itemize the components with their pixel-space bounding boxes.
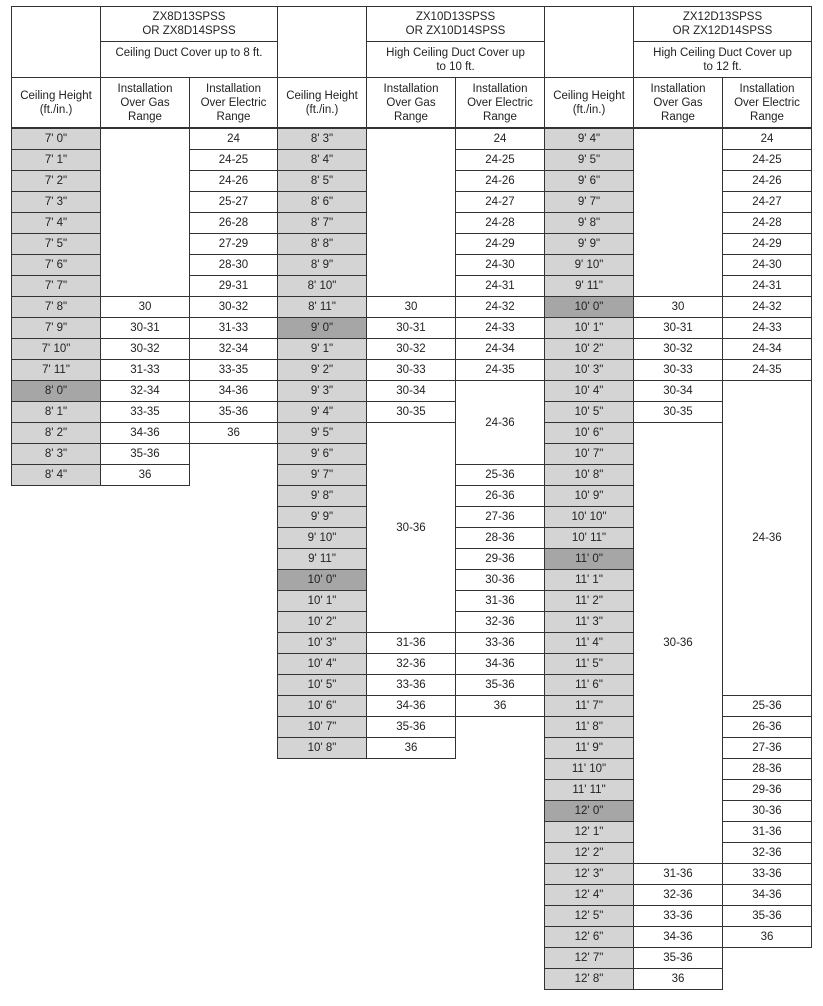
electric-value-cell: 24-31 [455,275,545,297]
gas-value-cell: 30 [366,296,456,318]
ceiling-height-cell: 9' 9" [277,506,367,528]
ceiling-height-cell: 9' 11" [277,548,367,570]
ceiling-height-cell: 11' 2" [544,590,634,612]
ceiling-height-cell: 10' 1" [277,590,367,612]
ceiling-height-cell: 12' 3" [544,863,634,885]
electric-value-cell: 31-36 [455,590,545,612]
ceiling-height-cell: 9' 7" [277,464,367,486]
ceiling-height-cell: 8' 3" [277,128,367,150]
gas-value-cell: 30-33 [366,359,456,381]
gas-value-cell: 36 [633,968,723,990]
gas-value-cell: 32-36 [633,884,723,906]
ceiling-height-cell: 10' 4" [544,380,634,402]
ceiling-height-cell: 12' 6" [544,926,634,948]
gas-blank-cell [100,128,190,297]
ceiling-height-cell: 8' 10" [277,275,367,297]
gas-header-12ft: Installation Over Gas Range [633,77,723,128]
ceiling-height-cell: 10' 2" [277,611,367,633]
electric-value-cell: 24-35 [455,359,545,381]
ceiling-height-cell: 7' 4" [11,212,101,234]
gas-value-cell: 30-32 [100,338,190,360]
electric-value-cell: 25-36 [722,695,812,717]
electric-value-cell: 36 [722,926,812,948]
ceiling-height-cell: 9' 9" [544,233,634,255]
gas-value-cell: 34-36 [633,926,723,948]
header-blank-12ft [544,6,634,78]
electric-value-cell: 24-35 [722,359,812,381]
electric-value-cell: 35-36 [722,905,812,927]
electric-value-cell: 24-26 [189,170,278,192]
electric-value-cell: 24-26 [455,170,545,192]
gas-value-cell: 33-36 [633,905,723,927]
electric-value-cell: 24-25 [189,149,278,171]
electric-value-cell: 24-26 [722,170,812,192]
gas-value-cell: 30-35 [633,401,723,423]
electric-value-cell: 24-36 [722,380,812,696]
electric-value-cell: 25-27 [189,191,278,213]
gas-value-cell: 30-36 [633,422,723,864]
electric-value-cell: 24 [455,128,545,150]
ceiling-height-cell: 11' 3" [544,611,634,633]
gas-value-cell: 30-32 [366,338,456,360]
gas-value-cell: 36 [100,464,190,486]
gas-value-cell: 33-35 [100,401,190,423]
electric-value-cell: 24-27 [455,191,545,213]
ceiling-height-header-10ft: Ceiling Height (ft./in.) [277,77,367,128]
electric-value-cell: 24-32 [455,296,545,318]
electric-value-cell: 35-36 [455,674,545,696]
ceiling-height-cell: 8' 5" [277,170,367,192]
ceiling-height-cell: 9' 8" [277,485,367,507]
ceiling-height-cell: 11' 1" [544,569,634,591]
electric-value-cell: 24-29 [455,233,545,255]
ceiling-height-cell: 7' 10" [11,338,101,360]
gas-value-cell: 31-36 [633,863,723,885]
ceiling-height-cell: 8' 0" [11,380,101,402]
ceiling-height-cell: 12' 8" [544,968,634,990]
ceiling-height-cell: 8' 6" [277,191,367,213]
ceiling-height-cell: 8' 3" [11,443,101,465]
ceiling-height-cell: 10' 6" [277,695,367,717]
ceiling-height-cell: 7' 7" [11,275,101,297]
electric-value-cell: 31-33 [189,317,278,339]
electric-value-cell: 28-30 [189,254,278,276]
ceiling-height-cell: 11' 8" [544,716,634,738]
electric-value-cell: 33-36 [455,632,545,654]
ceiling-height-cell: 12' 4" [544,884,634,906]
electric-value-cell: 28-36 [722,758,812,780]
ceiling-height-cell: 8' 9" [277,254,367,276]
gas-value-cell: 31-33 [100,359,190,381]
ceiling-height-cell: 12' 5" [544,905,634,927]
ceiling-height-cell: 11' 4" [544,632,634,654]
electric-value-cell: 26-36 [455,485,545,507]
gas-value-cell: 34-36 [100,422,190,444]
ceiling-height-cell: 10' 10" [544,506,634,528]
ceiling-height-header-8ft: Ceiling Height (ft./in.) [11,77,101,128]
ceiling-height-cell: 9' 6" [277,443,367,465]
gas-header-10ft: Installation Over Gas Range [366,77,456,128]
electric-value-cell: 34-36 [455,653,545,675]
ceiling-height-cell: 9' 4" [277,401,367,423]
electric-value-cell: 32-36 [455,611,545,633]
gas-value-cell: 32-36 [366,653,456,675]
electric-value-cell: 27-36 [455,506,545,528]
ceiling-height-cell: 8' 8" [277,233,367,255]
electric-header-12ft: Installation Over Electric Range [722,77,812,128]
electric-value-cell: 24-33 [455,317,545,339]
electric-value-cell: 30-32 [189,296,278,318]
ceiling-height-cell: 9' 7" [544,191,634,213]
model-header-8ft: ZX8D13SPSS OR ZX8D14SPSS [100,6,278,42]
electric-value-cell: 24-36 [455,380,545,465]
ceiling-height-cell: 9' 4" [544,128,634,150]
electric-value-cell: 24-34 [722,338,812,360]
ceiling-height-cell: 8' 1" [11,401,101,423]
gas-value-cell: 30-31 [633,317,723,339]
ceiling-height-cell: 8' 11" [277,296,367,318]
ceiling-height-cell: 12' 0" [544,800,634,822]
ceiling-height-cell: 9' 1" [277,338,367,360]
electric-value-cell: 24-34 [455,338,545,360]
ceiling-height-cell: 10' 1" [544,317,634,339]
electric-value-cell: 24-30 [455,254,545,276]
ceiling-height-cell: 8' 4" [277,149,367,171]
ceiling-height-cell: 12' 1" [544,821,634,843]
ceiling-height-cell: 9' 6" [544,170,634,192]
ceiling-height-cell: 10' 11" [544,527,634,549]
electric-value-cell: 29-31 [189,275,278,297]
ceiling-height-cell: 11' 10" [544,758,634,780]
electric-value-cell: 25-36 [455,464,545,486]
electric-value-cell: 24-27 [722,191,812,213]
gas-value-cell: 30-35 [366,401,456,423]
gas-value-cell: 31-36 [366,632,456,654]
gas-header-8ft: Installation Over Gas Range [100,77,190,128]
electric-value-cell: 36 [455,695,545,717]
gas-value-cell: 30-36 [366,422,456,633]
gas-value-cell: 35-36 [366,716,456,738]
gas-value-cell: 33-36 [366,674,456,696]
ceiling-height-cell: 11' 11" [544,779,634,801]
ceiling-height-cell: 11' 0" [544,548,634,570]
cover-header-10ft: High Ceiling Duct Cover up to 10 ft. [366,41,545,78]
ceiling-height-cell: 9' 5" [277,422,367,444]
electric-value-cell: 36 [189,422,278,444]
ceiling-height-cell: 11' 5" [544,653,634,675]
electric-value-cell: 24-31 [722,275,812,297]
gas-value-cell: 35-36 [633,947,723,969]
electric-value-cell: 29-36 [455,548,545,570]
ceiling-height-cell: 7' 6" [11,254,101,276]
gas-value-cell: 30 [633,296,723,318]
ceiling-height-cell: 7' 8" [11,296,101,318]
ceiling-height-cell: 10' 5" [544,401,634,423]
ceiling-height-cell: 7' 5" [11,233,101,255]
ceiling-height-cell: 11' 7" [544,695,634,717]
ceiling-height-cell: 12' 7" [544,947,634,969]
gas-value-cell: 34-36 [366,695,456,717]
electric-value-cell: 24-28 [455,212,545,234]
ceiling-height-cell: 8' 4" [11,464,101,486]
ceiling-height-cell: 10' 5" [277,674,367,696]
ceiling-height-cell: 10' 8" [277,737,367,759]
electric-header-10ft: Installation Over Electric Range [455,77,545,128]
ceiling-height-cell: 8' 7" [277,212,367,234]
gas-value-cell: 30-34 [366,380,456,402]
gas-value-cell: 30-34 [633,380,723,402]
ceiling-height-cell: 9' 3" [277,380,367,402]
ceiling-height-cell: 9' 0" [277,317,367,339]
electric-value-cell: 32-34 [189,338,278,360]
ceiling-height-cell: 7' 3" [11,191,101,213]
ceiling-height-cell: 11' 6" [544,674,634,696]
electric-header-8ft: Installation Over Electric Range [189,77,278,128]
header-blank-8ft [11,6,101,78]
ceiling-height-cell: 11' 9" [544,737,634,759]
ceiling-height-cell: 10' 0" [544,296,634,318]
ceiling-height-cell: 8' 2" [11,422,101,444]
ceiling-height-cell: 10' 7" [277,716,367,738]
ceiling-height-cell: 10' 3" [277,632,367,654]
cover-header-8ft: Ceiling Duct Cover up to 8 ft. [100,41,278,78]
ceiling-height-cell: 7' 2" [11,170,101,192]
electric-value-cell: 30-36 [722,800,812,822]
gas-value-cell: 35-36 [100,443,190,465]
gas-value-cell: 30-33 [633,359,723,381]
gas-value-cell: 30-31 [100,317,190,339]
ceiling-height-cell: 10' 0" [277,569,367,591]
ceiling-height-cell: 10' 3" [544,359,634,381]
ceiling-height-cell: 10' 6" [544,422,634,444]
gas-value-cell: 32-34 [100,380,190,402]
electric-value-cell: 24-32 [722,296,812,318]
ceiling-height-cell: 9' 10" [544,254,634,276]
gas-blank-cell [633,128,723,297]
ceiling-height-cell: 10' 9" [544,485,634,507]
ceiling-height-cell: 9' 10" [277,527,367,549]
electric-value-cell: 28-36 [455,527,545,549]
electric-value-cell: 27-36 [722,737,812,759]
ceiling-height-header-12ft: Ceiling Height (ft./in.) [544,77,634,128]
gas-blank-cell [366,128,456,297]
ceiling-height-cell: 7' 11" [11,359,101,381]
gas-value-cell: 30 [100,296,190,318]
gas-value-cell: 30-31 [366,317,456,339]
ceiling-height-cell: 9' 5" [544,149,634,171]
electric-value-cell: 26-28 [189,212,278,234]
model-header-12ft: ZX12D13SPSS OR ZX12D14SPSS [633,6,812,42]
ceiling-height-cell: 10' 8" [544,464,634,486]
electric-value-cell: 24 [722,128,812,150]
electric-value-cell: 24 [189,128,278,150]
electric-value-cell: 24-28 [722,212,812,234]
electric-value-cell: 24-33 [722,317,812,339]
electric-value-cell: 31-36 [722,821,812,843]
electric-value-cell: 24-29 [722,233,812,255]
electric-value-cell: 24-25 [455,149,545,171]
model-header-10ft: ZX10D13SPSS OR ZX10D14SPSS [366,6,545,42]
electric-value-cell: 30-36 [455,569,545,591]
gas-value-cell: 36 [366,737,456,759]
cover-header-12ft: High Ceiling Duct Cover up to 12 ft. [633,41,812,78]
electric-value-cell: 34-36 [189,380,278,402]
header-blank-10ft [277,6,367,78]
electric-value-cell: 33-36 [722,863,812,885]
ceiling-height-cell: 9' 2" [277,359,367,381]
ceiling-height-cell: 7' 0" [11,128,101,150]
ceiling-height-cell: 7' 9" [11,317,101,339]
ceiling-height-cell: 9' 8" [544,212,634,234]
electric-value-cell: 24-30 [722,254,812,276]
ceiling-height-cell: 10' 7" [544,443,634,465]
electric-value-cell: 35-36 [189,401,278,423]
electric-value-cell: 34-36 [722,884,812,906]
ceiling-height-cell: 10' 4" [277,653,367,675]
electric-value-cell: 29-36 [722,779,812,801]
ceiling-height-cell: 9' 11" [544,275,634,297]
ceiling-height-cell: 12' 2" [544,842,634,864]
ceiling-height-cell: 7' 1" [11,149,101,171]
electric-value-cell: 27-29 [189,233,278,255]
electric-value-cell: 26-36 [722,716,812,738]
ceiling-height-cell: 10' 2" [544,338,634,360]
electric-value-cell: 24-25 [722,149,812,171]
electric-value-cell: 33-35 [189,359,278,381]
electric-value-cell: 32-36 [722,842,812,864]
gas-value-cell: 30-32 [633,338,723,360]
